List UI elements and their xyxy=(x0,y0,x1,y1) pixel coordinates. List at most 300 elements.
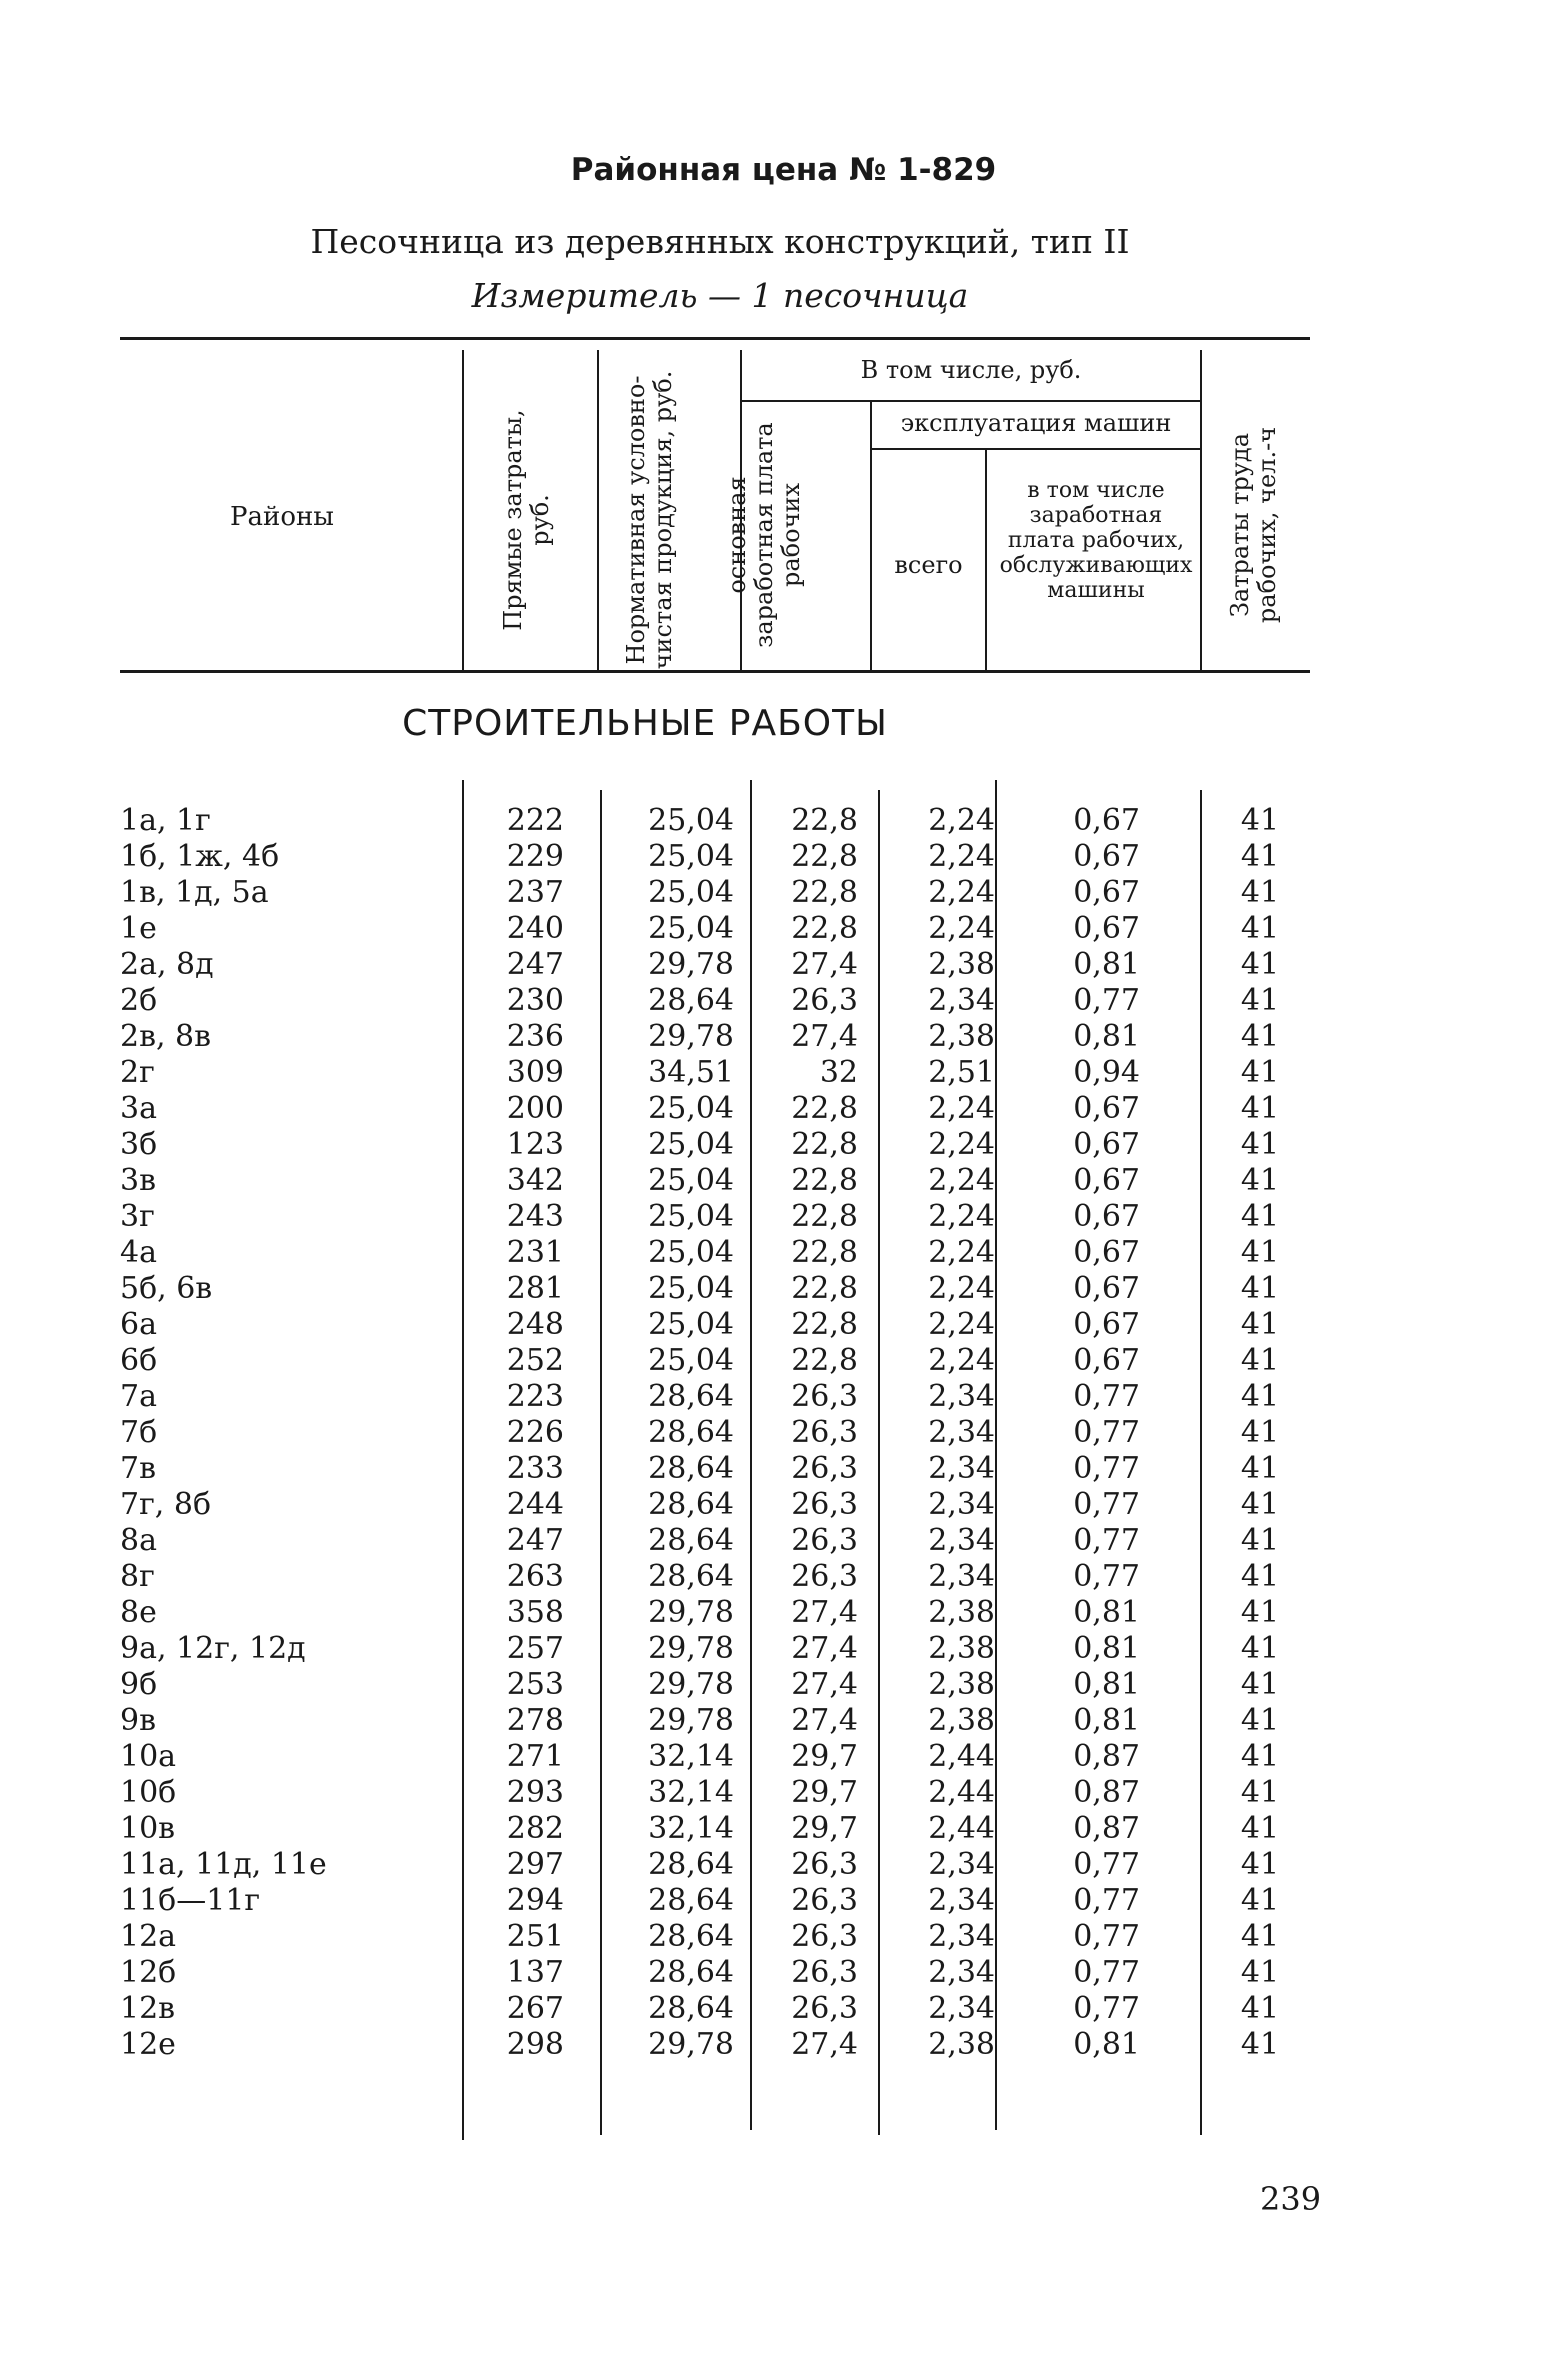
cell-machines-wage: 0,77 xyxy=(1073,983,1140,1018)
cell-normative: 28,64 xyxy=(648,1847,734,1882)
cell-machines-wage: 0,77 xyxy=(1073,1559,1140,1594)
cell-normative: 25,04 xyxy=(648,1307,734,1342)
cell-normative: 32,14 xyxy=(648,1775,734,1810)
cell-labor: 41 xyxy=(1240,1487,1280,1522)
section-title: СТРОИТЕЛЬНЫЕ РАБОТЫ xyxy=(402,703,888,744)
cell-machines-total: 2,24 xyxy=(928,1235,995,1270)
cell-machines-wage: 0,77 xyxy=(1073,1991,1140,2026)
cell-machines-total: 2,38 xyxy=(928,1595,995,1630)
table-row xyxy=(0,2027,1567,2063)
cell-district: 2а, 8д xyxy=(120,947,214,982)
cell-machines-total: 2,34 xyxy=(928,1487,995,1522)
cell-machines-total: 2,24 xyxy=(928,839,995,874)
cell-labor: 41 xyxy=(1240,1991,1280,2026)
cell-district: 9в xyxy=(120,1703,156,1738)
cell-wage: 22,8 xyxy=(791,1163,858,1198)
cell-wage: 29,7 xyxy=(791,1775,858,1810)
cell-wage: 27,4 xyxy=(791,1595,858,1630)
cell-wage: 22,8 xyxy=(791,1343,858,1378)
table-row xyxy=(0,1559,1567,1595)
cell-normative: 25,04 xyxy=(648,875,734,910)
cell-labor: 41 xyxy=(1240,947,1280,982)
cell-labor: 41 xyxy=(1240,1307,1280,1342)
cell-machines-wage: 0,77 xyxy=(1073,1883,1140,1918)
cell-wage: 29,7 xyxy=(791,1811,858,1846)
unit-of-measure: Измеритель — 1 песочница xyxy=(471,276,969,315)
cell-labor: 41 xyxy=(1240,1523,1280,1558)
cell-direct: 253 xyxy=(506,1667,564,1702)
table-row xyxy=(0,1847,1567,1883)
header-divider xyxy=(985,450,987,670)
cell-normative: 29,78 xyxy=(648,947,734,982)
cell-labor: 41 xyxy=(1240,1343,1280,1378)
cell-machines-total: 2,44 xyxy=(928,1811,995,1846)
cell-direct: 233 xyxy=(506,1451,564,1486)
cell-direct: 237 xyxy=(506,875,564,910)
cell-wage: 27,4 xyxy=(791,2027,858,2062)
table-row xyxy=(0,1523,1567,1559)
cell-machines-wage: 0,77 xyxy=(1073,1415,1140,1450)
cell-labor: 41 xyxy=(1240,1379,1280,1414)
table-row xyxy=(0,947,1567,983)
cell-machines-wage: 0,87 xyxy=(1073,1775,1140,1810)
cell-wage: 22,8 xyxy=(791,839,858,874)
cell-direct: 309 xyxy=(506,1055,564,1090)
cell-machines-total: 2,24 xyxy=(928,875,995,910)
cell-wage: 32 xyxy=(819,1055,858,1090)
cell-machines-total: 2,34 xyxy=(928,1883,995,1918)
cell-direct: 137 xyxy=(506,1955,564,1990)
cell-machines-wage: 0,77 xyxy=(1073,1487,1140,1522)
cell-normative: 29,78 xyxy=(648,1667,734,1702)
cell-wage: 22,8 xyxy=(791,1271,858,1306)
cell-machines-total: 2,34 xyxy=(928,1955,995,1990)
cell-wage: 27,4 xyxy=(791,1703,858,1738)
header-divider xyxy=(1200,350,1202,670)
cell-machines-total: 2,34 xyxy=(928,1919,995,1954)
cell-wage: 22,8 xyxy=(791,1091,858,1126)
cell-normative: 25,04 xyxy=(648,1235,734,1270)
cell-district: 1е xyxy=(120,911,157,946)
cell-direct: 247 xyxy=(506,947,564,982)
table-row xyxy=(0,1631,1567,1667)
cell-district: 2г xyxy=(120,1055,155,1090)
cell-district: 12а xyxy=(120,1919,177,1954)
cell-labor: 41 xyxy=(1240,1271,1280,1306)
header-sub-rule xyxy=(742,400,1200,402)
cell-labor: 41 xyxy=(1240,1019,1280,1054)
cell-machines-wage: 0,77 xyxy=(1073,1523,1140,1558)
cell-direct: 358 xyxy=(506,1595,564,1630)
cell-normative: 28,64 xyxy=(648,1415,734,1450)
cell-wage: 26,3 xyxy=(791,1379,858,1414)
cell-machines-total: 2,44 xyxy=(928,1775,995,1810)
cell-machines-wage: 0,87 xyxy=(1073,1811,1140,1846)
cell-labor: 41 xyxy=(1240,1739,1280,1774)
table-row xyxy=(0,839,1567,875)
header-bottom-rule xyxy=(120,670,1310,673)
table-row xyxy=(0,1991,1567,2027)
cell-district: 3а xyxy=(120,1091,157,1126)
cell-normative: 34,51 xyxy=(648,1055,734,1090)
cell-normative: 25,04 xyxy=(648,911,734,946)
cell-machines-total: 2,34 xyxy=(928,983,995,1018)
cell-wage: 22,8 xyxy=(791,1235,858,1270)
cell-machines-total: 2,34 xyxy=(928,1991,995,2026)
cell-normative: 25,04 xyxy=(648,839,734,874)
table-row xyxy=(0,803,1567,839)
cell-district: 10б xyxy=(120,1775,177,1810)
cell-normative: 29,78 xyxy=(648,1703,734,1738)
cell-machines-wage: 0,67 xyxy=(1073,839,1140,874)
cell-wage: 22,8 xyxy=(791,1199,858,1234)
cell-normative: 28,64 xyxy=(648,1919,734,1954)
cell-direct: 231 xyxy=(506,1235,564,1270)
cell-machines-wage: 0,67 xyxy=(1073,1199,1140,1234)
cell-direct: 281 xyxy=(506,1271,564,1306)
cell-wage: 26,3 xyxy=(791,1883,858,1918)
cell-normative: 25,04 xyxy=(648,1127,734,1162)
cell-machines-total: 2,38 xyxy=(928,1667,995,1702)
cell-district: 1в, 1д, 5а xyxy=(120,875,269,910)
cell-wage: 26,3 xyxy=(791,1847,858,1882)
cell-machines-total: 2,51 xyxy=(928,1055,995,1090)
cell-normative: 25,04 xyxy=(648,1163,734,1198)
table-row xyxy=(0,1379,1567,1415)
cell-direct: 282 xyxy=(506,1811,564,1846)
cell-direct: 278 xyxy=(506,1703,564,1738)
cell-district: 12в xyxy=(120,1991,176,2026)
col-header-machines: эксплуатация машин xyxy=(900,409,1172,437)
cell-labor: 41 xyxy=(1240,1235,1280,1270)
cell-direct: 244 xyxy=(506,1487,564,1522)
cell-wage: 26,3 xyxy=(791,1991,858,2026)
cell-direct: 240 xyxy=(506,911,564,946)
cell-normative: 28,64 xyxy=(648,1451,734,1486)
cell-machines-wage: 0,94 xyxy=(1073,1055,1140,1090)
cell-labor: 41 xyxy=(1240,1451,1280,1486)
col-header-machines-wage: в том числе заработная плата рабочих, обслуживающих машины xyxy=(999,478,1193,603)
cell-district: 2в, 8в xyxy=(120,1019,212,1054)
cell-labor: 41 xyxy=(1240,1055,1280,1090)
cell-labor: 41 xyxy=(1240,1919,1280,1954)
cell-wage: 26,3 xyxy=(791,1415,858,1450)
cell-district: 12е xyxy=(120,2027,176,2062)
cell-direct: 252 xyxy=(506,1343,564,1378)
cell-machines-total: 2,34 xyxy=(928,1559,995,1594)
table-row xyxy=(0,911,1567,947)
cell-labor: 41 xyxy=(1240,1667,1280,1702)
cell-district: 7г, 8б xyxy=(120,1487,212,1522)
cell-normative: 25,04 xyxy=(648,1343,734,1378)
cell-labor: 41 xyxy=(1240,2027,1280,2062)
cell-district: 3в xyxy=(120,1163,156,1198)
cell-wage: 27,4 xyxy=(791,1667,858,1702)
cell-labor: 41 xyxy=(1240,1775,1280,1810)
cell-direct: 251 xyxy=(506,1919,564,1954)
table-row xyxy=(0,1595,1567,1631)
cell-normative: 29,78 xyxy=(648,2027,734,2062)
cell-direct: 222 xyxy=(506,803,564,838)
col-header-district: Районы xyxy=(230,502,334,532)
header-sub-rule xyxy=(872,448,1200,450)
table-row xyxy=(0,1739,1567,1775)
table-row xyxy=(0,1811,1567,1847)
cell-direct: 342 xyxy=(506,1163,564,1198)
cell-machines-wage: 0,67 xyxy=(1073,1307,1140,1342)
cell-labor: 41 xyxy=(1240,1631,1280,1666)
cell-wage: 22,8 xyxy=(791,1127,858,1162)
page-title: Районная цена № 1-829 xyxy=(570,152,997,188)
cell-labor: 41 xyxy=(1240,1091,1280,1126)
table-row xyxy=(0,1307,1567,1343)
col-header-including: В том числе, руб. xyxy=(860,356,1082,384)
cell-machines-wage: 0,81 xyxy=(1073,1595,1140,1630)
cell-machines-wage: 0,77 xyxy=(1073,1451,1140,1486)
cell-labor: 41 xyxy=(1240,1955,1280,1990)
cell-direct: 226 xyxy=(506,1415,564,1450)
cell-machines-wage: 0,81 xyxy=(1073,1703,1140,1738)
cell-normative: 28,64 xyxy=(648,1523,734,1558)
table-row xyxy=(0,1775,1567,1811)
cell-machines-wage: 0,81 xyxy=(1073,947,1140,982)
cell-machines-total: 2,24 xyxy=(928,1271,995,1306)
cell-direct: 263 xyxy=(506,1559,564,1594)
cell-normative: 25,04 xyxy=(648,1091,734,1126)
table-row xyxy=(0,1451,1567,1487)
table-row xyxy=(0,875,1567,911)
cell-direct: 297 xyxy=(506,1847,564,1882)
cell-machines-total: 2,38 xyxy=(928,1019,995,1054)
cell-district: 8а xyxy=(120,1523,157,1558)
cell-wage: 26,3 xyxy=(791,1451,858,1486)
cell-district: 7в xyxy=(120,1451,156,1486)
cell-wage: 26,3 xyxy=(791,1955,858,1990)
table-row xyxy=(0,1271,1567,1307)
table-row xyxy=(0,1019,1567,1055)
cell-normative: 32,14 xyxy=(648,1739,734,1774)
cell-machines-wage: 0,67 xyxy=(1073,1127,1140,1162)
cell-wage: 27,4 xyxy=(791,947,858,982)
cell-district: 6б xyxy=(120,1343,158,1378)
cell-labor: 41 xyxy=(1240,1883,1280,1918)
cell-wage: 26,3 xyxy=(791,983,858,1018)
cell-wage: 22,8 xyxy=(791,1307,858,1342)
cell-district: 9а, 12г, 12д xyxy=(120,1631,306,1666)
page-number: 239 xyxy=(1260,2180,1322,2218)
cell-district: 1а, 1г xyxy=(120,803,211,838)
cell-normative: 25,04 xyxy=(648,1199,734,1234)
cell-direct: 236 xyxy=(506,1019,564,1054)
cell-wage: 22,8 xyxy=(791,875,858,910)
cell-direct: 298 xyxy=(506,2027,564,2062)
table-row xyxy=(0,1883,1567,1919)
cell-normative: 29,78 xyxy=(648,1019,734,1054)
cell-labor: 41 xyxy=(1240,983,1280,1018)
table-row xyxy=(0,1235,1567,1271)
cell-machines-wage: 0,67 xyxy=(1073,1163,1140,1198)
header-divider xyxy=(597,350,599,670)
cell-direct: 267 xyxy=(506,1991,564,2026)
cell-district: 11б—11г xyxy=(120,1883,261,1918)
cell-wage: 22,8 xyxy=(791,911,858,946)
cell-machines-wage: 0,77 xyxy=(1073,1847,1140,1882)
cell-machines-wage: 0,67 xyxy=(1073,1091,1140,1126)
cell-machines-wage: 0,77 xyxy=(1073,1379,1140,1414)
cell-district: 10а xyxy=(120,1739,177,1774)
cell-labor: 41 xyxy=(1240,803,1280,838)
cell-machines-total: 2,34 xyxy=(928,1847,995,1882)
cell-machines-wage: 0,67 xyxy=(1073,875,1140,910)
cell-district: 4а xyxy=(120,1235,157,1270)
cell-direct: 247 xyxy=(506,1523,564,1558)
cell-labor: 41 xyxy=(1240,1163,1280,1198)
table-row xyxy=(0,1703,1567,1739)
col-header-labor: Затраты труда рабочих, чел.-ч xyxy=(1226,426,1281,624)
cell-machines-total: 2,24 xyxy=(928,1163,995,1198)
cell-labor: 41 xyxy=(1240,911,1280,946)
cell-machines-wage: 0,77 xyxy=(1073,1919,1140,1954)
cell-machines-total: 2,24 xyxy=(928,1343,995,1378)
cell-normative: 28,64 xyxy=(648,1991,734,2026)
cell-labor: 41 xyxy=(1240,1811,1280,1846)
cell-direct: 200 xyxy=(506,1091,564,1126)
col-header-base-wage: основная заработная плата рабочих xyxy=(723,422,805,648)
cell-direct: 293 xyxy=(506,1775,564,1810)
cell-machines-wage: 0,67 xyxy=(1073,1271,1140,1306)
cell-wage: 26,3 xyxy=(791,1919,858,1954)
cell-wage: 26,3 xyxy=(791,1523,858,1558)
cell-machines-total: 2,34 xyxy=(928,1379,995,1414)
cell-normative: 32,14 xyxy=(648,1811,734,1846)
cell-district: 2б xyxy=(120,983,158,1018)
cell-machines-total: 2,24 xyxy=(928,911,995,946)
cell-machines-wage: 0,67 xyxy=(1073,1235,1140,1270)
cell-normative: 28,64 xyxy=(648,983,734,1018)
cell-labor: 41 xyxy=(1240,1703,1280,1738)
header-top-rule xyxy=(120,337,1310,340)
table-row xyxy=(0,1055,1567,1091)
cell-machines-total: 2,24 xyxy=(928,1091,995,1126)
table-row xyxy=(0,1199,1567,1235)
cell-district: 3г xyxy=(120,1199,155,1234)
cell-direct: 223 xyxy=(506,1379,564,1414)
table-row xyxy=(0,1955,1567,1991)
cell-wage: 27,4 xyxy=(791,1631,858,1666)
cell-direct: 229 xyxy=(506,839,564,874)
cell-machines-total: 2,34 xyxy=(928,1523,995,1558)
cell-machines-wage: 0,81 xyxy=(1073,2027,1140,2062)
cell-district: 12б xyxy=(120,1955,177,1990)
cell-direct: 271 xyxy=(506,1739,564,1774)
table-row xyxy=(0,1343,1567,1379)
cell-district: 10в xyxy=(120,1811,176,1846)
cell-labor: 41 xyxy=(1240,1595,1280,1630)
table-row xyxy=(0,1163,1567,1199)
cell-labor: 41 xyxy=(1240,1559,1280,1594)
cell-district: 1б, 1ж, 4б xyxy=(120,839,280,874)
cell-district: 7а xyxy=(120,1379,157,1414)
cell-machines-total: 2,34 xyxy=(928,1415,995,1450)
cell-machines-wage: 0,81 xyxy=(1073,1667,1140,1702)
header-divider xyxy=(870,402,872,670)
cell-district: 8г xyxy=(120,1559,155,1594)
cell-normative: 29,78 xyxy=(648,1595,734,1630)
cell-machines-total: 2,38 xyxy=(928,1631,995,1666)
cell-direct: 257 xyxy=(506,1631,564,1666)
cell-wage: 29,7 xyxy=(791,1739,858,1774)
cell-machines-total: 2,38 xyxy=(928,947,995,982)
table-row xyxy=(0,1091,1567,1127)
cell-labor: 41 xyxy=(1240,1847,1280,1882)
cell-machines-total: 2,24 xyxy=(928,1199,995,1234)
cell-machines-total: 2,38 xyxy=(928,2027,995,2062)
cell-machines-wage: 0,81 xyxy=(1073,1019,1140,1054)
cell-labor: 41 xyxy=(1240,839,1280,874)
cell-machines-wage: 0,67 xyxy=(1073,803,1140,838)
col-header-direct: Прямые затраты, руб. xyxy=(499,409,554,631)
cell-district: 7б xyxy=(120,1415,158,1450)
cell-machines-wage: 0,67 xyxy=(1073,1343,1140,1378)
cell-normative: 28,64 xyxy=(648,1379,734,1414)
table-row xyxy=(0,1127,1567,1163)
cell-machines-total: 2,44 xyxy=(928,1739,995,1774)
cell-labor: 41 xyxy=(1240,1199,1280,1234)
table-row xyxy=(0,983,1567,1019)
cell-machines-wage: 0,81 xyxy=(1073,1631,1140,1666)
cell-district: 5б, 6в xyxy=(120,1271,213,1306)
cell-labor: 41 xyxy=(1240,1127,1280,1162)
cell-machines-wage: 0,87 xyxy=(1073,1739,1140,1774)
cell-wage: 26,3 xyxy=(791,1559,858,1594)
table-row xyxy=(0,1667,1567,1703)
cell-machines-total: 2,34 xyxy=(928,1451,995,1486)
table-body xyxy=(0,803,1567,2063)
cell-labor: 41 xyxy=(1240,1415,1280,1450)
cell-machines-total: 2,24 xyxy=(928,803,995,838)
cell-machines-total: 2,38 xyxy=(928,1703,995,1738)
cell-normative: 28,64 xyxy=(648,1955,734,1990)
cell-district: 8е xyxy=(120,1595,157,1630)
cell-district: 11а, 11д, 11е xyxy=(120,1847,327,1882)
cell-wage: 26,3 xyxy=(791,1487,858,1522)
table-row xyxy=(0,1487,1567,1523)
col-header-normative: Нормативная условно-чистая продукция, руб. xyxy=(622,370,677,670)
col-header-machines-total: всего xyxy=(894,551,963,579)
cell-machines-total: 2,24 xyxy=(928,1127,995,1162)
cell-machines-wage: 0,77 xyxy=(1073,1955,1140,1990)
cell-district: 6а xyxy=(120,1307,157,1342)
header-divider xyxy=(462,350,464,670)
cell-machines-wage: 0,67 xyxy=(1073,911,1140,946)
subtitle: Песочница из деревянных конструкций, тип II xyxy=(310,222,1130,261)
cell-normative: 25,04 xyxy=(648,1271,734,1306)
cell-direct: 248 xyxy=(506,1307,564,1342)
cell-normative: 28,64 xyxy=(648,1883,734,1918)
cell-normative: 25,04 xyxy=(648,803,734,838)
cell-direct: 123 xyxy=(506,1127,564,1162)
table-row xyxy=(0,1415,1567,1451)
table-row xyxy=(0,1919,1567,1955)
cell-machines-total: 2,24 xyxy=(928,1307,995,1342)
cell-wage: 27,4 xyxy=(791,1019,858,1054)
cell-labor: 41 xyxy=(1240,875,1280,910)
cell-normative: 28,64 xyxy=(648,1487,734,1522)
cell-district: 3б xyxy=(120,1127,158,1162)
cell-direct: 243 xyxy=(506,1199,564,1234)
cell-normative: 29,78 xyxy=(648,1631,734,1666)
cell-district: 9б xyxy=(120,1667,158,1702)
